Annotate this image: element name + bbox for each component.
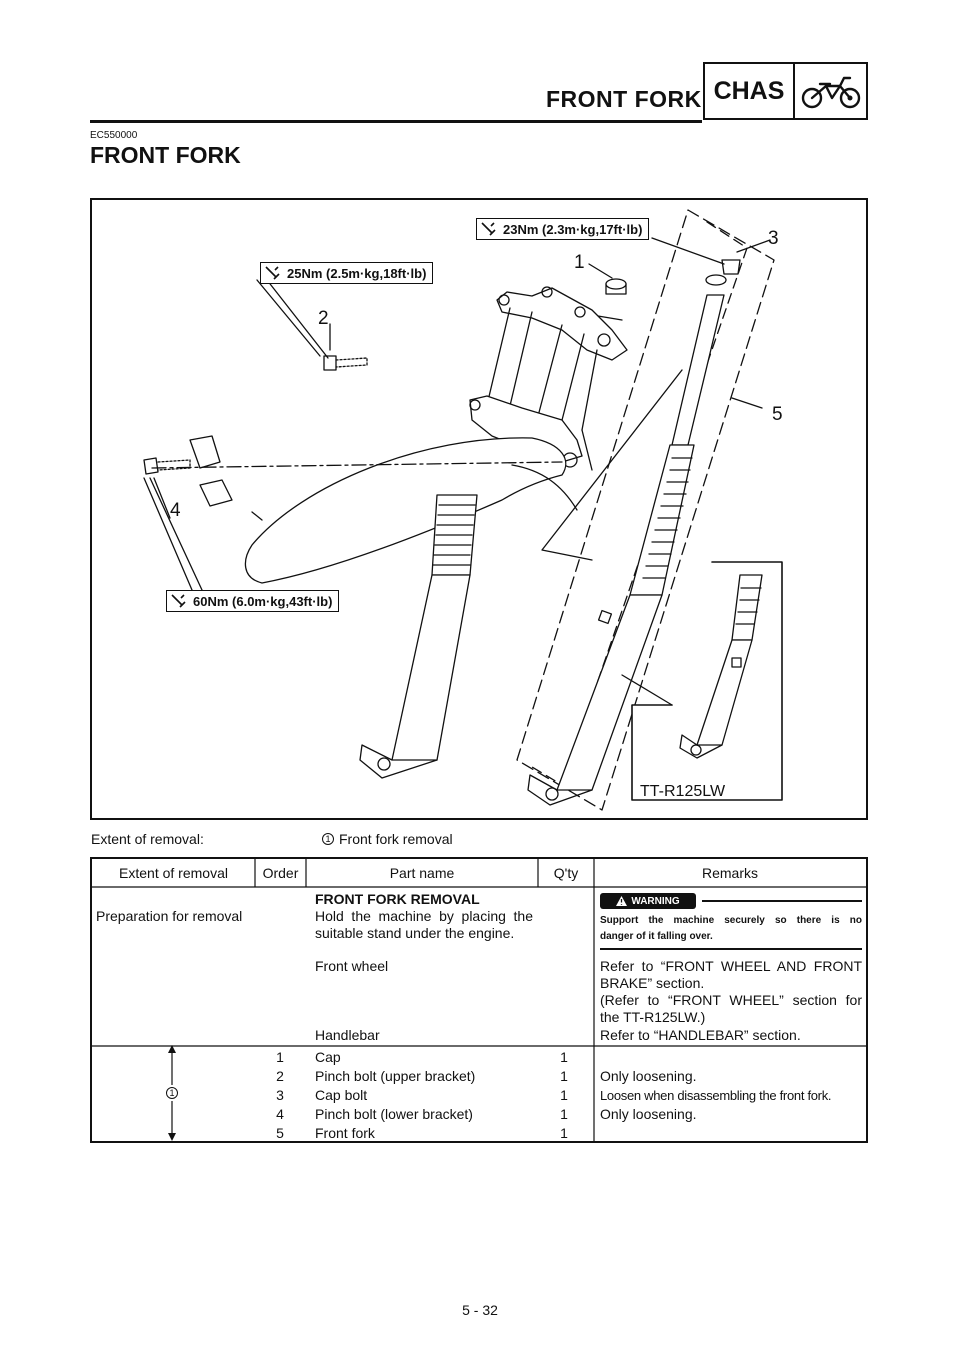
- page-number: 5 - 32: [462, 1302, 498, 1318]
- row-order: 4: [276, 1106, 284, 1122]
- front-wheel-remark-3: (Refer to “FRONT WHEEL” section for: [600, 992, 862, 1008]
- document-code: EC550000: [90, 130, 138, 141]
- motorcycle-icon: [795, 64, 866, 118]
- front-wheel-remark-4: the TT-R125LW.): [600, 1009, 706, 1025]
- chapter-tab: [703, 62, 868, 120]
- warning-header: [600, 893, 862, 909]
- warning-label: WARNING: [631, 895, 680, 907]
- header-qty: Q'ty: [553, 865, 579, 881]
- warning-text-line-2: danger of it falling over.: [600, 931, 713, 942]
- row-qty: 1: [560, 1049, 568, 1065]
- row-qty: 1: [560, 1068, 568, 1084]
- extent-label: Extent of removal:: [91, 831, 204, 847]
- section-title: FRONT FORK: [90, 142, 241, 168]
- torque-spec-lower-pinch-bolt: [166, 590, 339, 612]
- row-order: 2: [276, 1068, 284, 1084]
- row-part-name: Front fork: [315, 1125, 375, 1141]
- warning-rule: [600, 948, 862, 950]
- warning-text-line-1: Support the machine securely so there is no: [600, 915, 862, 926]
- callout-3: 3: [768, 228, 779, 249]
- row-qty: 1: [560, 1106, 568, 1122]
- handlebar-remark: Refer to “HANDLEBAR” section.: [600, 1027, 801, 1043]
- variant-label: TT-R125LW: [640, 783, 726, 800]
- row-order: 5: [276, 1125, 284, 1141]
- row-part-name: Cap: [315, 1049, 341, 1065]
- torque-wrench-icon: [169, 593, 189, 609]
- row-remarks: Loosen when disassembling the front fork.: [600, 1088, 832, 1103]
- torque-spec-cap-bolt: [476, 218, 649, 240]
- exploded-view-figure: [90, 198, 868, 820]
- header-title: FRONT FORK: [546, 86, 702, 112]
- removal-table: [90, 857, 868, 1143]
- torque-wrench-icon: [479, 221, 499, 237]
- callout-1: 1: [574, 252, 585, 273]
- extent-text: Front fork removal: [339, 831, 453, 847]
- row-part-name: Cap bolt: [315, 1087, 368, 1103]
- row-remarks: Only loosening.: [600, 1068, 697, 1084]
- row-qty: 1: [560, 1087, 568, 1103]
- row-part-name: Pinch bolt (lower bracket): [315, 1106, 473, 1122]
- row-order: 1: [276, 1049, 284, 1065]
- header-part-name: Part name: [389, 865, 455, 881]
- chapter-label: CHAS: [705, 64, 795, 118]
- extent-marker: 1: [166, 1087, 178, 1099]
- torque-spec-text: 23Nm (2.3m·kg,17ft·lb): [503, 221, 643, 237]
- torque-spec-text: 25Nm (2.5m·kg,18ft·lb): [287, 265, 427, 281]
- prep-heading: FRONT FORK REMOVAL: [315, 891, 480, 907]
- front-wheel-remark-1: Refer to “FRONT WHEEL AND FRONT: [600, 958, 862, 974]
- header-remarks: Remarks: [701, 865, 758, 881]
- callout-5: 5: [772, 404, 783, 425]
- prep-hold-line-2: suitable stand under the engine.: [315, 925, 515, 941]
- prep-front-wheel: Front wheel: [315, 958, 389, 974]
- torque-spec-upper-pinch-bolt: [260, 262, 433, 284]
- header-extent: Extent of removal: [119, 865, 228, 881]
- torque-wrench-icon: [263, 265, 283, 281]
- extent-marker: 1: [322, 833, 334, 845]
- row-order: 3: [276, 1087, 284, 1103]
- callout-4: 4: [170, 500, 181, 521]
- header-rule: [90, 120, 702, 123]
- front-wheel-remark-2: BRAKE” section.: [600, 975, 705, 991]
- warning-triangle-icon: [616, 896, 627, 906]
- row-qty: 1: [560, 1125, 568, 1141]
- prep-handlebar: Handlebar: [315, 1027, 380, 1043]
- row-remarks: Only loosening.: [600, 1106, 697, 1122]
- callout-2: 2: [318, 308, 329, 329]
- prep-extent: Preparation for removal: [96, 908, 243, 924]
- row-part-name: Pinch bolt (upper bracket): [315, 1068, 476, 1084]
- exploded-view-drawing: [92, 200, 866, 818]
- prep-hold-line-1: Hold the machine by placing the: [315, 908, 533, 924]
- extent-value: [322, 831, 453, 847]
- torque-spec-text: 60Nm (6.0m·kg,43ft·lb): [193, 593, 333, 609]
- header-order: Order: [262, 865, 299, 881]
